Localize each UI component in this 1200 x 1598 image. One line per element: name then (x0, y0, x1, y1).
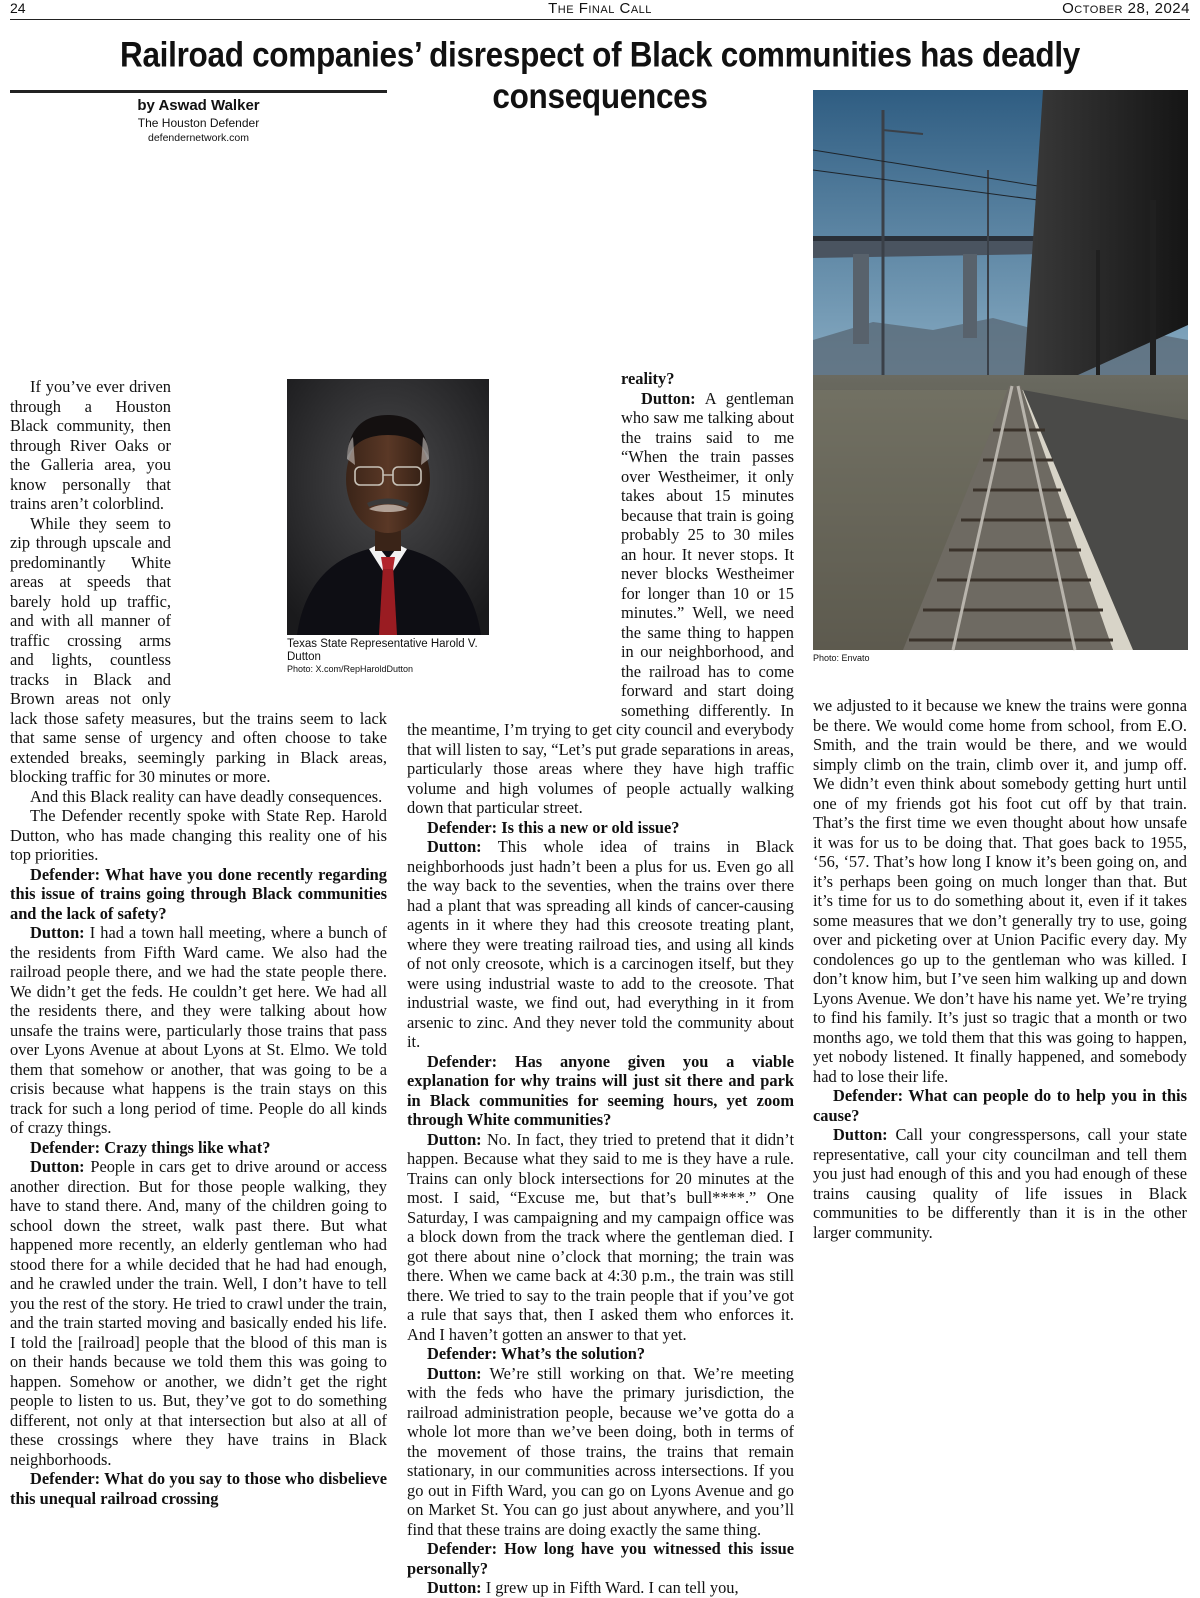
interview-question (10, 865, 387, 924)
paragraph-text: While they seem to zip through upscale and predominantly White areas at speeds that barely hold up traffic, and with all manner of traffic crossing arms and lights, countless tracks in Black and Brown areas not only lack those safety measures, but the trains seem to lack that same sense of urgency and often choose to take extended breaks, seemingly parking in Black areas, blocking traffic for 30 minutes or more. (10, 513, 387, 786)
speaker-label: Defender: (427, 817, 498, 837)
paragraph-text: What can people do to help you in this cause? (813, 1086, 1187, 1125)
paragraph-text: And this Black reality can have deadly consequences. (30, 786, 383, 806)
paragraph-text: The Defender recently spoke with State Rep. Harold Dutton, who has made changing this reality one of his top priorities. (10, 806, 387, 864)
article-paragraph-continued: we adjusted to it because we knew the trains were gonna be there. We would come home from school, from E.O. Smith, and the train would be there, and we would simply climb on the train, climb over it, and jump off. We didn’t even think about somebody getting hurt until one of my friends got his foot cut off by that train. That’s the first time we even thought about how unsafe it was for us to be doing that. That goes back to 1955, ‘56, ‘57. That’s how long I know it’s been going on, and it’s perhaps been going on much longer than that. But it’s time for us to do something about it, even if it takes some measures that we don’t generally try to use, going over and picketing over at Union Pacific every day. My condolences go up to the gentleman who was killed. I don’t know him, but I’ve seen him walking up and down Lyons Avenue. We don’t have his name yet. We’re trying to find his family. It’s just so tragic that a month or two months ago, we told them that this was going to happen, yet nobody listened. It finally happened, and somebody had to lose their life. (813, 696, 1187, 1086)
portrait-figure (287, 379, 489, 679)
paragraph-text: What have you done recently regarding this issue of trains going through Black communities and the lack of safety? (10, 864, 387, 923)
speaker-label: Dutton: (30, 1157, 85, 1176)
article-paragraph (10, 923, 387, 1138)
column-3-text (813, 696, 1187, 1242)
paragraph-text: This whole idea of trains in Black neighborhoods just hadn’t been a plus for us. Even go all the way back to the seventies, when the trains over there had a plant that was spreading all kinds of cancer-causing agents in it where they had this creosote treating plant, where they were treating railroad ties, and using all kinds of not only creosote, which is a carcinogen itself, but they were using industrial waste to add to the creosote. That industrial waste, we find out, had everything in it from arsenic to zinc. And they never told the community about it. (407, 837, 794, 1051)
interview-question (407, 1539, 794, 1578)
article-column-1 (10, 90, 387, 1508)
interview-question (813, 1086, 1187, 1125)
paragraph-text: If you’ve ever driven through a Houston Black community, then through River Oaks or the Galleria area, you know personally that trains aren’t colorblind. (10, 377, 171, 513)
article-paragraph (407, 1364, 794, 1540)
interview-question (10, 1469, 387, 1508)
paragraph-text: Crazy things like what? (104, 1137, 271, 1157)
article-paragraph (407, 1130, 794, 1345)
publication-name: The Final Call (548, 0, 652, 17)
interview-question-continued: reality? (621, 369, 675, 388)
article-headline: Railroad companies’ disrespect of Black communities has deadly consequences (120, 34, 1080, 116)
byline-site: defendernetwork.com (148, 132, 249, 144)
interview-question (407, 818, 794, 838)
paragraph-text: I had a town hall meeting, where a bunch of the residents from Fifth Ward came. We also had the railroad people there, and we had the state people there. We didn’t get the feds. He couldn’t get here. We had all the residents there, and they were talking about how unsafe the trains were, particularly those trains that pass over Lyons Avenue at about Lyons at St. Elmo. We told them that somehow or another, that was going to be a crisis because what happens is the train stays on this track for such a long period of time. People do all kinds of crazy things. (10, 923, 387, 1137)
portrait-photo (287, 379, 489, 635)
paragraph-text: No. In fact, they tried to pretend that it didn’t happen. Because what they said to me is they have a rule. Trains can only block intersections for 20 minutes at the most. I said, “Excuse me, but that’s bull****.” One Saturday, I was campaigning and my campaign office was a block down from the track where the gentleman died. I got there about nine o’clock that morning; the train was there. When we came back at 4:30 p.m., the train was still there. We tried to say to the train people that if you’ve got a rule that says that, then I asked them who enforces it. And I haven’t gotten an answer to that yet. (407, 1129, 794, 1344)
speaker-label: Dutton: (833, 1125, 888, 1144)
paragraph-text: Is this a new or old issue? (501, 817, 680, 837)
interview-question (10, 1138, 387, 1158)
issue-date: October 28, 2024 (1062, 0, 1190, 17)
page-number: 24 (10, 0, 26, 16)
paragraph-text: I grew up in Fifth Ward. I can tell you, (485, 1578, 739, 1597)
page-folio (10, 0, 1190, 20)
speaker-label: Dutton: (30, 923, 85, 942)
rail-photo-figure (813, 90, 1188, 680)
article-paragraph (407, 1578, 794, 1598)
article-paragraph (10, 1157, 387, 1469)
speaker-label: Dutton: (427, 1129, 482, 1149)
portrait-caption (287, 638, 489, 675)
speaker-label: Dutton: (427, 1578, 482, 1597)
rail-photo-credit: Photo: Envato (813, 653, 870, 663)
byline-outlet: The Houston Defender (137, 116, 260, 130)
byline-author: by Aswad Walker (137, 97, 260, 114)
speaker-label: Dutton: (427, 1363, 482, 1383)
railroad-photo (813, 90, 1188, 650)
speaker-label: Defender: (30, 864, 101, 884)
paragraph-text: Has anyone given you a viable explanation for why trains will just sit there and park in Black communities for seeming hours, yet zoom through White communities? (407, 1051, 794, 1129)
article-column-3 (813, 696, 1187, 1290)
article-column-2 (407, 89, 794, 1597)
portrait-credit: Photo: X.com/RepHaroldDutton (287, 664, 414, 674)
interview-question (407, 1344, 794, 1364)
paragraph-text: What’s the solution? (500, 1344, 646, 1363)
portrait-caption-text: Texas State Representative Harold V. Dutton (287, 638, 478, 663)
speaker-label: Defender: (833, 1086, 904, 1105)
paragraph-text: We’re still working on that. We’re meeting with the feds who have the primary jurisdiction, the railroad administration people, because we’ve gotta do a whole lot more than we’ve been doing, both in terms of the movement of those trains, the trains that remain stationary, in our communities across intersections. If you go out in Fifth Ward, you can go on Lyons Avenue and go on Market St. You can go just about anywhere, and you’ll find that these trains are doing exactly the same thing. (407, 1363, 794, 1539)
speaker-label: Defender: (427, 1539, 498, 1558)
speaker-label: Dutton: (427, 837, 482, 856)
byline (10, 90, 387, 145)
speaker-label: Defender: (427, 1344, 498, 1363)
paragraph-text: Call your congresspersons, call your state representative, call your city councilman and tell them you just had enough of this and you had enough of these trains causing quality of life issues in Black communities to be differently than it is in the other larger community. (813, 1125, 1187, 1242)
article-paragraph (407, 837, 794, 1052)
speaker-label: Dutton: (641, 388, 696, 408)
paragraph-text: What do you say to those who disbelieve this unequal railroad crossing (10, 1469, 387, 1508)
speaker-label: Defender: (30, 1469, 101, 1488)
speaker-label: Defender: (427, 1051, 498, 1071)
article-paragraph (10, 787, 387, 807)
paragraph-text: How long have you witnessed this issue personally? (407, 1539, 794, 1578)
paragraph-text: A gentleman who saw me talking about the trains said to me “When the train passes over Westheimer, it only takes about 15 minutes because that train is going probably 25 to 30 miles an hour. It never stops. It never blocks Westheimer for longer than 10 or 15 minutes.” Well, we need the same thing to happen in our neighborhood, and the railroad has to come forward and start doing something differently. In the meantime, I’m trying to get city council and everybody that will listen to say, “Let’s put grade separations in areas, particularly those areas where they have high traffic volume and high volumes of people actually walking down that particular street. (407, 388, 794, 817)
article-paragraph (10, 806, 387, 865)
interview-question (407, 1052, 794, 1130)
article-paragraph (813, 1125, 1187, 1242)
paragraph-text: People in cars get to drive around or access another direction. But for those people walking, they have to stand there. And, many of the children going to school down the street, walk past there. But what happened more recently, an elderly gentleman who had stood there for a while decided that he had had enough, and he crawled under the train. Well, I don’t have to tell you the rest of the story. He tried to crawl under the train, and the train started moving and basically ended his life. I told the [railroad] people that the blood of this man is on their hands because we told them this was going to happen. Somehow or another, we didn’t get the right people to listen to us. But, they’ve got to do something different, not only at that intersection but also at all of these crossings where they have trains in Black neighborhoods. (10, 1157, 387, 1469)
speaker-label: Defender: (30, 1137, 101, 1157)
